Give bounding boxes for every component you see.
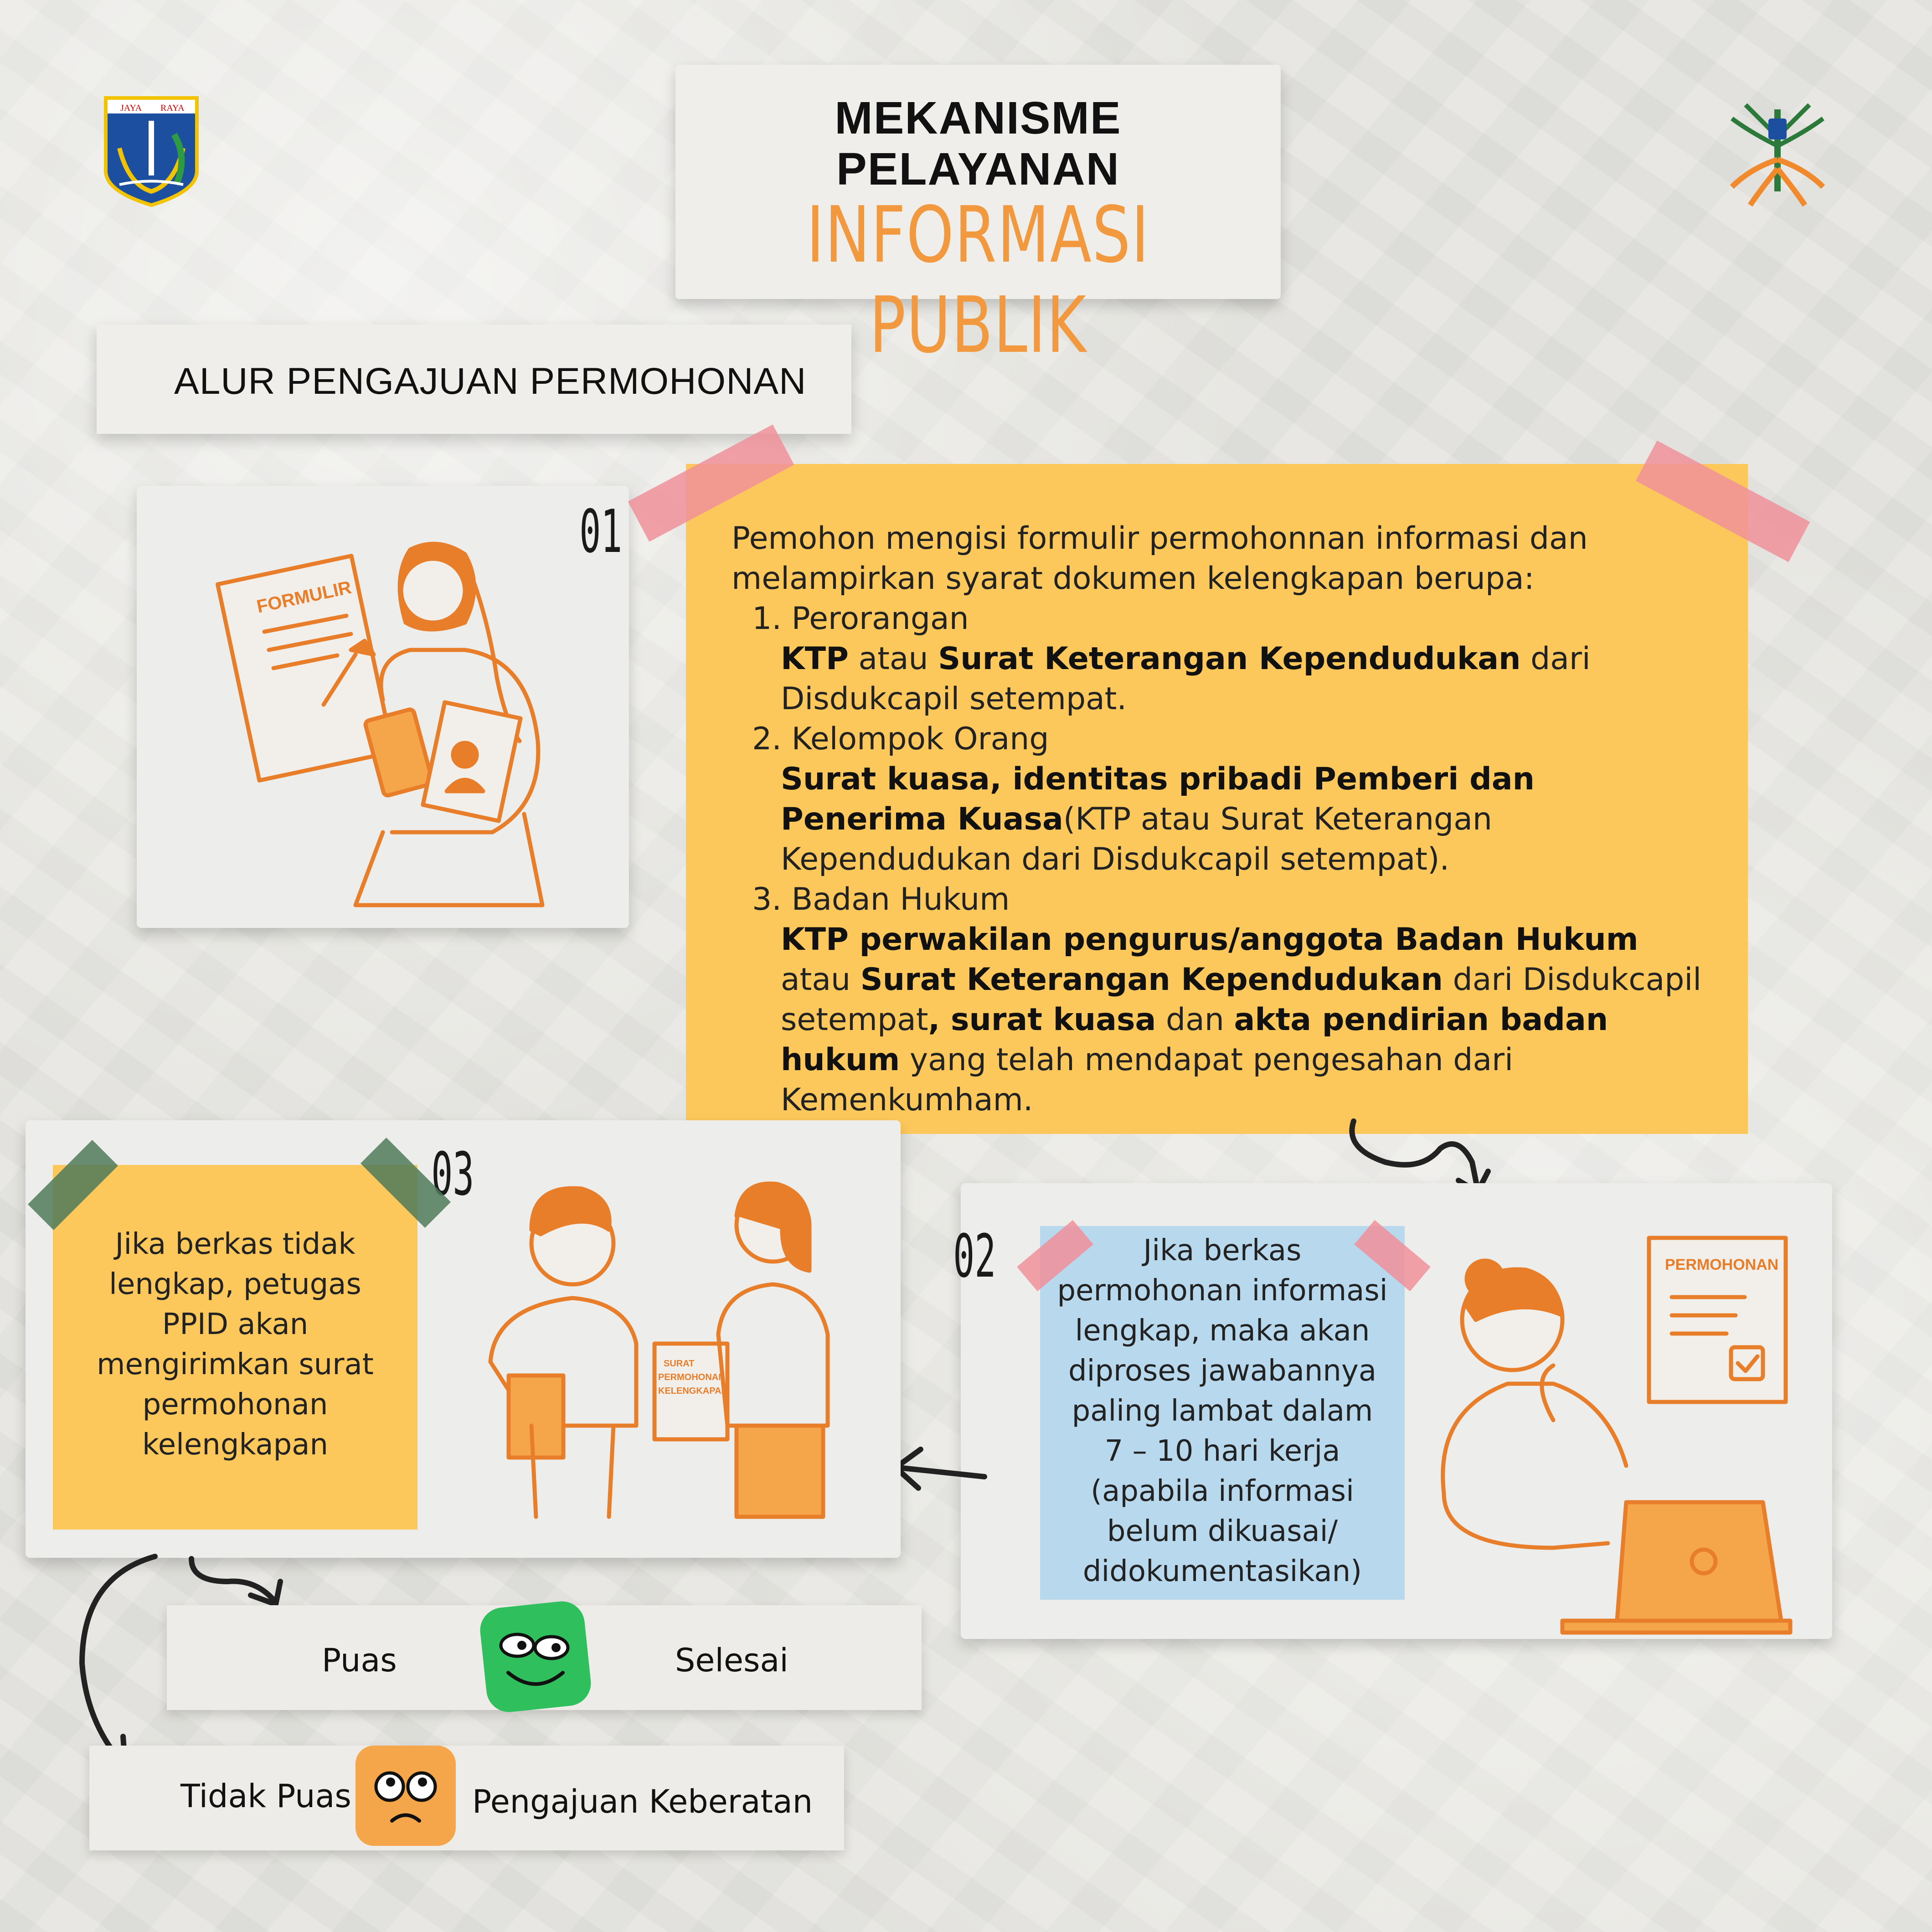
step-02-line: 7 – 10 hari kerja [1104,1434,1340,1468]
requirement-number: 2. [752,721,782,757]
emblem-text-right: RAYA [160,103,185,113]
surat-label-2: PERMOHONAN [658,1372,725,1382]
curved-arrow-down-left-icon [64,1550,169,1777]
tidak-puas-label: Tidak Puas [180,1777,351,1815]
step-02-line: belum dikuasai/ [1107,1515,1338,1548]
formulir-label: FORMULIR [255,577,353,617]
emblem-text-left: JAYA [120,103,142,113]
step-03-text [62,1224,408,1465]
step-03-line: Jika berkas tidak [115,1227,355,1261]
step-01-number: 01 [579,497,623,566]
step-01-note [686,464,1748,1134]
requirement-title: Badan Hukum [782,881,1010,917]
step-03-line: lengkap, petugas [109,1267,361,1301]
requirement-item [732,719,1707,880]
worried-face-icon [349,1739,463,1853]
step-01-text [732,519,1707,1120]
woman-filling-form-illustration [137,486,629,928]
curved-arrow-right-icon [182,1554,292,1613]
step-01-intro: Pemohon mengisi formulir permohonnan informasi dan melampirkan syarat dokumen kelengkapan berupa: [732,520,1588,597]
step-03-line: PPID akan [162,1308,309,1341]
requirement-title: Perorangan [782,601,969,637]
step-03-line: kelengkapan [142,1428,329,1462]
step-03-line: permohonan [142,1388,328,1422]
outcome-tidak-puas-strip [89,1746,844,1850]
step-02-line: (apabila informasi [1091,1474,1354,1508]
pengajuan-keberatan-label: Pengajuan Keberatan [472,1783,813,1820]
title-line-3: INFORMASI PUBLIK [806,190,1150,371]
title-line-1: MEKANISME [835,93,1122,144]
permohonan-label: PERMOHONAN [1665,1256,1779,1273]
step-01-illustration-card [137,486,629,928]
section-title: ALUR PENGAJUAN PERMOHONAN [174,361,807,402]
step-02-number: 02 [953,1221,996,1291]
requirement-detail: KTP atau Surat Keterangan Kependudukan dari Disdukcapil setempat. [781,641,1591,717]
surat-label-1: SURAT [664,1359,695,1369]
selesai-label: Selesai [675,1642,788,1679]
step-02-line: diproses jawabannya [1068,1354,1377,1388]
step-02-text [1040,1231,1405,1592]
tree-roots-logo [1718,91,1837,210]
requirement-number: 3. [752,881,782,917]
jakarta-emblem-logo [101,93,201,207]
step-02-note [1040,1226,1405,1600]
requirement-item [732,599,1707,719]
requirement-item [732,880,1707,1120]
step-02-line: permohonan informasi [1057,1274,1388,1308]
title-line-2: PELAYANAN [836,144,1120,195]
step-03-number: 03 [431,1139,474,1209]
requirement-title: Kelompok Orang [782,721,1049,757]
officer-and-applicant-illustration [463,1152,882,1544]
puas-label: Puas [322,1642,397,1679]
step-02-line: lengkap, maka akan [1075,1314,1370,1348]
step-02-line: Jika berkas [1143,1234,1302,1267]
arrow-left-icon [884,1440,994,1495]
section-title-card [97,325,851,434]
title-card [675,65,1281,371]
requirement-detail: KTP perwakilan pengurus/anggota Badan Hukum atau Surat Keterangan Kependudukan dari Disdukcapil setempat, surat kuasa dan akta pendirian badan hukum yang telah mendapat pengesahan dari Kemenkumham. [781,922,1702,1118]
requirement-number: 1. [752,601,782,637]
woman-at-laptop-illustration [1417,1229,1827,1639]
step-02-line: didokumentasikan) [1082,1555,1362,1588]
step-03-line: mengirimkan surat [97,1348,374,1381]
happy-face-icon [476,1597,595,1716]
surat-label-3: KELENGKAPAN [658,1386,728,1396]
requirement-detail: Surat kuasa, identitas pribadi Pemberi dan Penerima Kuasa(KTP atau Surat Keterangan Kependudukan dari Disdukcapil setempat). [781,761,1535,877]
step-02-line: paling lambat dalam [1072,1394,1373,1428]
step-03-note [53,1165,417,1530]
